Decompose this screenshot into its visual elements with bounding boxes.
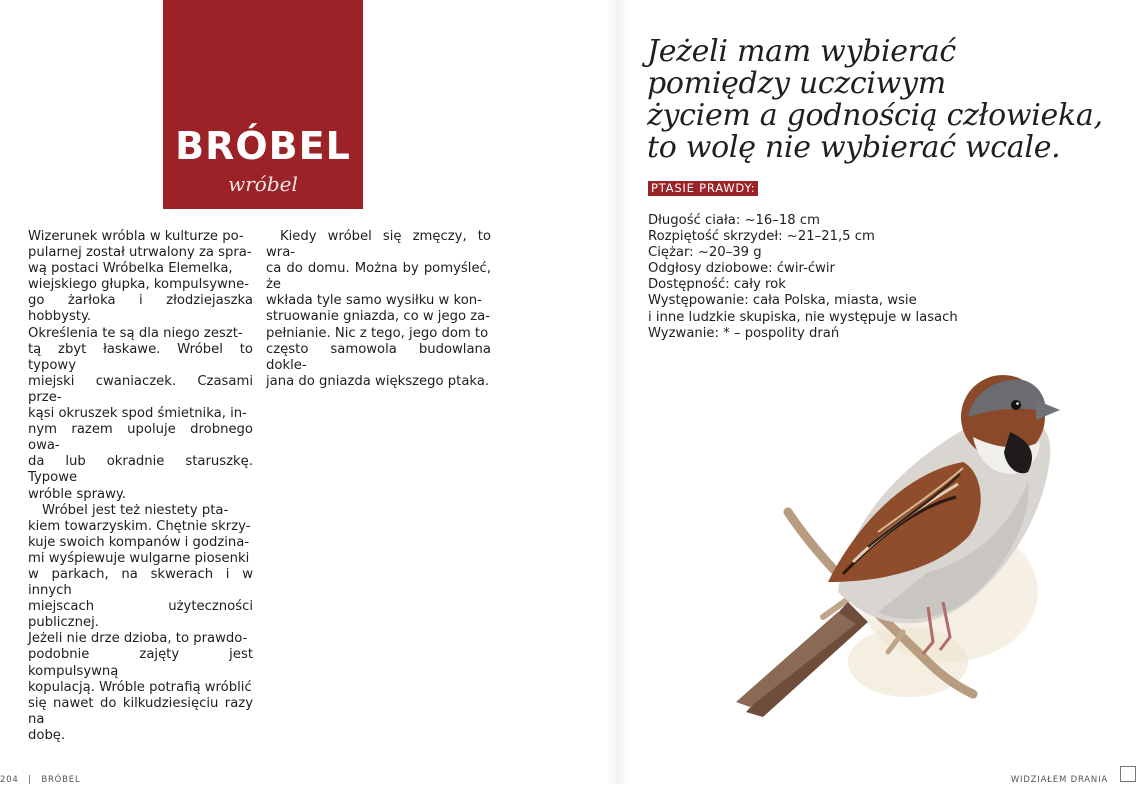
- body-line: Określenia te są dla niego zeszt-: [28, 325, 243, 341]
- body-line: Wróbel jest też niestety pta-: [42, 502, 229, 518]
- pull-quote: [647, 36, 1107, 164]
- facts-list: [648, 213, 978, 342]
- body-line: się nawet do kilkudziesięciu razy na: [28, 695, 253, 727]
- corner-box: [1120, 766, 1136, 782]
- body-line: Jeżeli nie drze dzioba, to prawdo-: [28, 631, 248, 647]
- body-line: wróble sprawy.: [28, 486, 126, 502]
- body-line: w parkach, na skwerach i w innych: [28, 566, 253, 599]
- page-number: 204: [0, 775, 19, 785]
- quote-line: pomiędzy uczciwym: [647, 66, 946, 101]
- body-column-1: [28, 229, 253, 744]
- footer-separator: |: [28, 775, 32, 785]
- chapter-title-block: [163, 0, 363, 209]
- quote-line: to wolę nie wybierać wcale.: [647, 130, 1061, 165]
- body-line: jana do gniazda większego ptaka.: [266, 373, 490, 389]
- body-line: kopulacją. Wróble potrafią wróblić: [28, 679, 252, 695]
- body-line: Kiedy wróbel się zmęczy, to wra-: [266, 229, 491, 261]
- fact-item: Dostępność: cały rok: [648, 277, 786, 293]
- page-gutter: [606, 0, 630, 784]
- fact-item: Ciężar: ~20–39 g: [648, 245, 762, 261]
- fact-item: i inne ludzkie skupiska, nie występuje w lasach: [648, 309, 958, 325]
- body-line: miejski cwaniaczek. Czasami prze-: [28, 373, 253, 405]
- body-line: pełnianie. Nic z tego, jego dom to: [266, 325, 489, 341]
- body-line: wiejskiego głupka, kompulsywne-: [28, 277, 250, 293]
- chapter-title: BRÓBEL: [175, 124, 351, 168]
- body-line: wkłada tyle samo wysiłku w kon-: [266, 293, 482, 309]
- fact-item: Długość ciała: ~16–18 cm: [648, 213, 820, 228]
- body-line: nym razem upoluje drobnego owa-: [28, 422, 253, 454]
- body-line: często samowola budowlana dokle-: [266, 341, 491, 373]
- body-line: go żarłoka i złodziejaszka hobbysty.: [28, 293, 253, 325]
- fact-item: Rozpiętość skrzydeł: ~21–21,5 cm: [648, 229, 875, 245]
- body-line: da lub okradnie staruszkę. Typowe: [28, 454, 253, 486]
- body-column-2: [266, 229, 491, 390]
- body-line: Wizerunek wróbla w kulturze po-: [28, 229, 244, 244]
- chapter-subtitle: wróbel: [228, 172, 298, 196]
- body-line: tą zbyt łaskawe. Wróbel to typowy: [28, 341, 253, 373]
- sparrow-illustration: [728, 362, 1068, 722]
- body-line: kąsi okruszek spod śmietnika, in-: [28, 406, 247, 422]
- fact-item: Występowanie: cała Polska, miasta, wsie: [648, 293, 917, 309]
- body-line: kuje swoich kompanów i godzina-: [28, 534, 250, 550]
- quote-line: życiem a godnością człowieka,: [647, 98, 1103, 133]
- footer-book-title: WIDZIAŁEM DRANIA: [1010, 775, 1108, 785]
- fact-item: Odgłosy dziobowe: ćwir-ćwir: [648, 261, 835, 277]
- fact-item: Wyzwanie: * – pospolity drań: [648, 325, 840, 341]
- body-line: dobę.: [28, 727, 66, 743]
- body-line: podobnie zajęty jest kompulsywną: [28, 647, 253, 679]
- body-line: kiem towarzyskim. Chętnie skrzy-: [28, 518, 251, 534]
- quote-line: Jeżeli mam wybierać: [647, 34, 956, 69]
- body-line: wą postaci Wróbelka Elemelka,: [28, 261, 233, 277]
- body-line: miejscach użyteczności publicznej.: [28, 599, 253, 631]
- body-line: struowanie gniazda, co w jego za-: [266, 309, 490, 325]
- facts-label: PTASIE PRAWDY:: [648, 181, 758, 196]
- body-line: ca do domu. Można by pomyśleć, że: [266, 261, 491, 293]
- body-line: mi wyśpiewuje wulgarne piosenki: [28, 550, 250, 566]
- footer-section: BRÓBEL: [41, 775, 81, 785]
- body-line: pularnej został utrwalony za spra-: [28, 245, 252, 261]
